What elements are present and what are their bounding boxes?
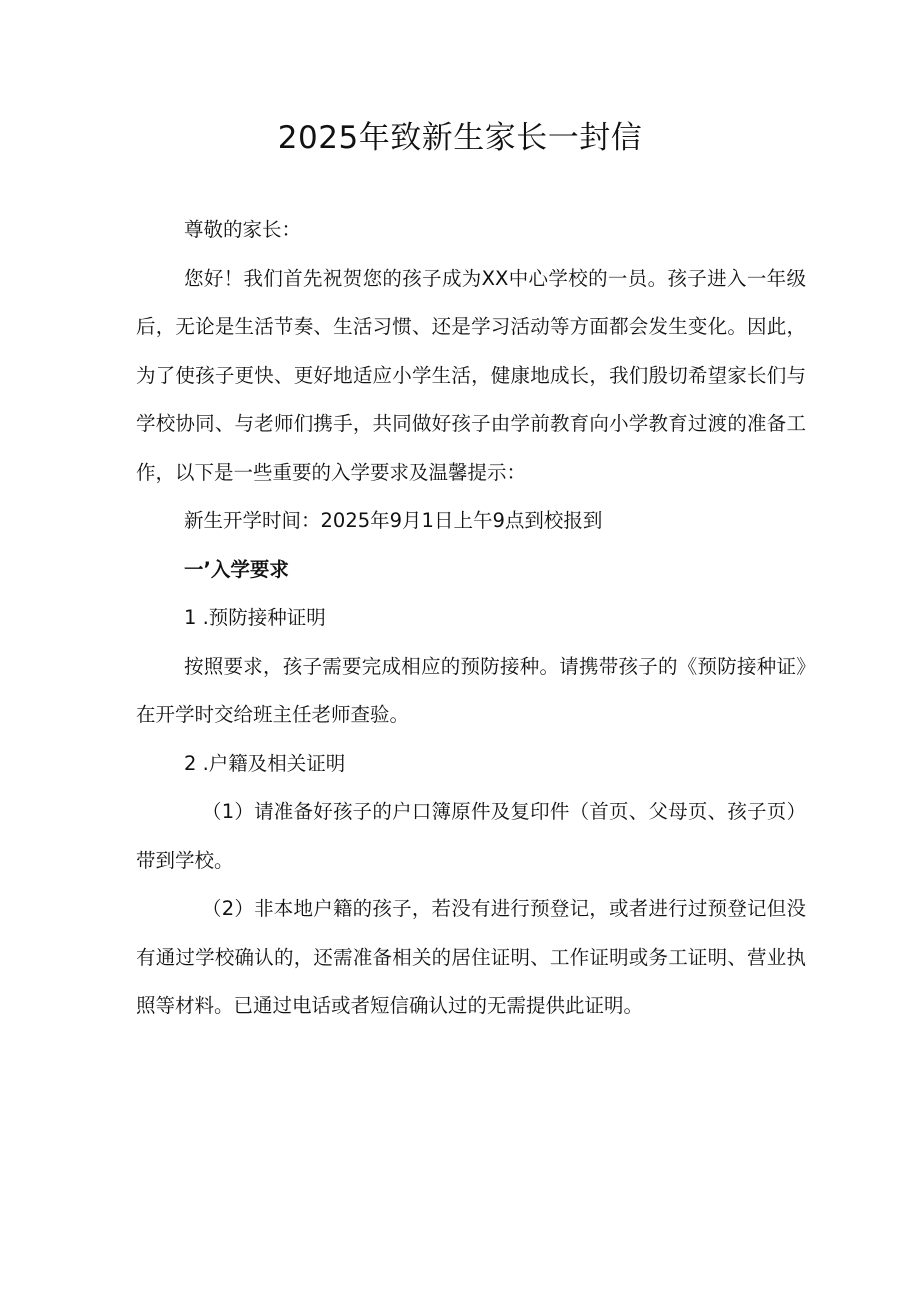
item-heading-household: 2 .户籍及相关证明 — [184, 751, 346, 775]
item-heading-vaccination: 1 .预防接种证明 — [184, 606, 326, 629]
item-text-vaccination: 按照要求，孩子需要完成相应的预防接种。请携带孩子的《预防接种证》在开学时交给班主任老师查验。 — [136, 654, 806, 726]
intro-paragraph: 您好！我们首先祝贺您的孩子成为XX中心学校的一员。孩子进入一年级后，无论是生活节奏、生活习惯、还是学习活动等方面都会发生变化。因此，为了使孩子更快、更好地适应小学生活，健康地成长，我们殷切希望家长们与学校协同、与老师们携手，共同做好孩子由学前教育向小学教育过渡的准备工作，以下是一些重要的入学要求及温馨提示： — [136, 266, 806, 484]
item-household-sub2: （2）非本地户籍的孩子，若没有进行预登记，或者进行过预登记但没有通过学校确认的，还需准备相关的居住证明、工作证明或务工证明、营业执照等材料。已通过电话或者短信确认过的无需提供此证明。 — [136, 897, 806, 1017]
section-heading-admission-requirements: 一’入学要求 — [184, 557, 289, 581]
document-body — [136, 206, 806, 1031]
start-time: 新生开学时间：2025年9月1日上午9点到校报到 — [184, 509, 603, 532]
document-title: 2025年致新生家长一封信 — [277, 120, 643, 156]
salutation: 尊敬的家长： — [184, 218, 302, 241]
item-household-sub1: （1）请准备好孩子的户口簿原件及复印件（首页、父母页、孩子页）带到学校。 — [136, 800, 806, 872]
